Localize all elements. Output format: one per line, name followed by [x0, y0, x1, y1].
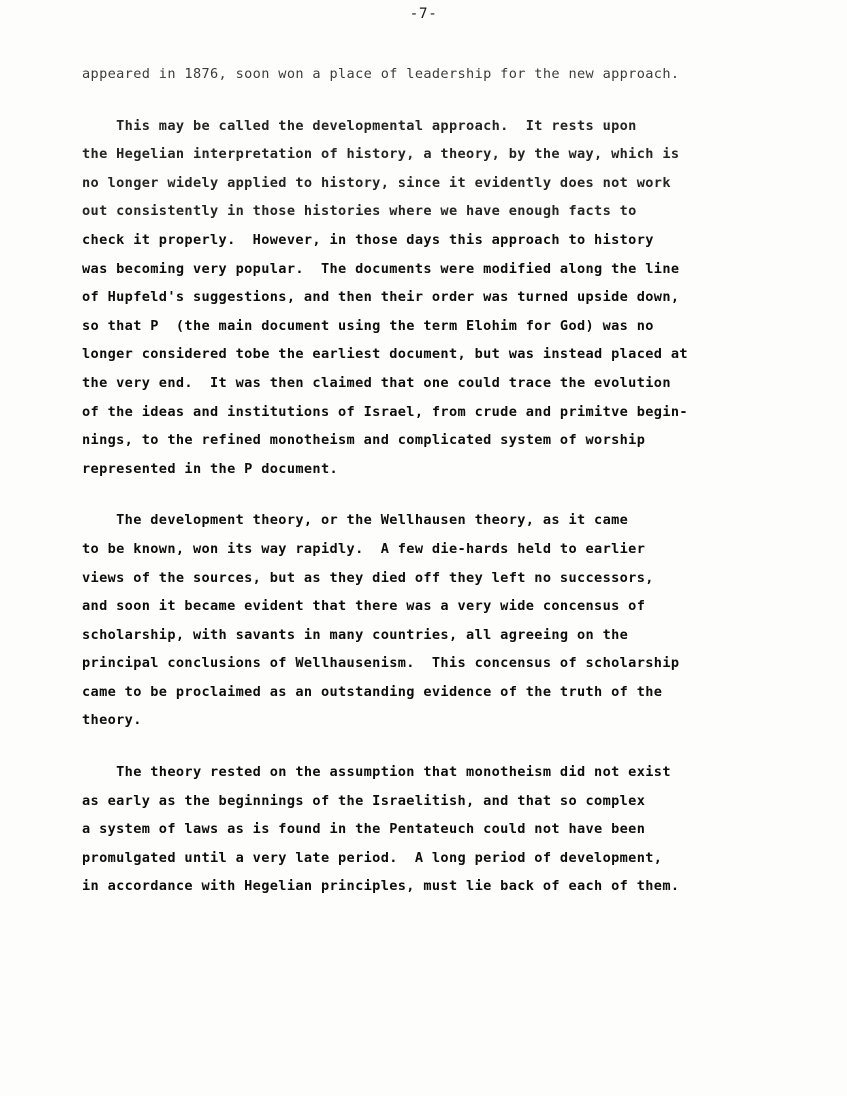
text-line: so that P (the main document using the term Elohim for God) was no [82, 317, 654, 334]
text-line: longer considered tobe the earliest document, but was instead placed at [82, 346, 688, 363]
text-line: as early as the beginnings of the Israelitish, and that so complex [82, 792, 646, 809]
paragraph [82, 112, 794, 484]
text-line: scholarship, with savants in many countries, all agreeing on the [82, 626, 629, 643]
text-line: the Hegelian interpretation of history, a theory, by the way, which is [82, 146, 680, 163]
text-line: was becoming very popular. The documents were modified along the line [82, 260, 680, 277]
page-number: -7- [409, 6, 438, 22]
document-body [82, 60, 794, 924]
text-line: of the ideas and institutions of Israel, from crude and primitve begin- [82, 403, 688, 420]
paragraph [82, 758, 794, 901]
text-line: a system of laws as is found in the Pentateuch could not have been [82, 821, 646, 838]
text-line: represented in the P document. [82, 460, 339, 477]
text-line: views of the sources, but as they died off they left no successors, [82, 569, 654, 586]
paragraph [82, 506, 794, 735]
text-line: nings, to the refined monotheism and complicated system of worship [82, 432, 646, 449]
text-line: the very end. It was then claimed that one could trace the evolution [82, 374, 671, 391]
text-line: The theory rested on the assumption that monotheism did not exist [82, 764, 671, 781]
text-line: promulgated until a very late period. A long period of development, [82, 849, 663, 866]
text-line: came to be proclaimed as an outstanding evidence of the truth of the [82, 683, 663, 700]
text-line: theory. [82, 712, 142, 729]
text-line: This may be called the developmental approach. It rests upon [82, 117, 637, 134]
text-line: no longer widely applied to history, since it evidently does not work [82, 174, 671, 191]
text-line: principal conclusions of Wellhausenism. This concensus of scholarship [82, 655, 680, 672]
paragraph [82, 60, 794, 89]
text-line: check it properly. However, in those days this approach to history [82, 231, 654, 248]
text-line: in accordance with Hegelian principles, must lie back of each of them. [82, 878, 680, 895]
text-line: and soon it became evident that there was a very wide concensus of [82, 598, 646, 615]
text-line: to be known, won its way rapidly. A few die-hards held to earlier [82, 540, 646, 557]
text-line: The development theory, or the Wellhausen theory, as it came [82, 512, 629, 529]
text-line: appeared in 1876, soon won a place of leadership for the new approach. [82, 66, 680, 82]
text-line: of Hupfeld's suggestions, and then their order was turned upside down, [82, 289, 680, 306]
text-line: out consistently in those histories where we have enough facts to [82, 203, 637, 220]
